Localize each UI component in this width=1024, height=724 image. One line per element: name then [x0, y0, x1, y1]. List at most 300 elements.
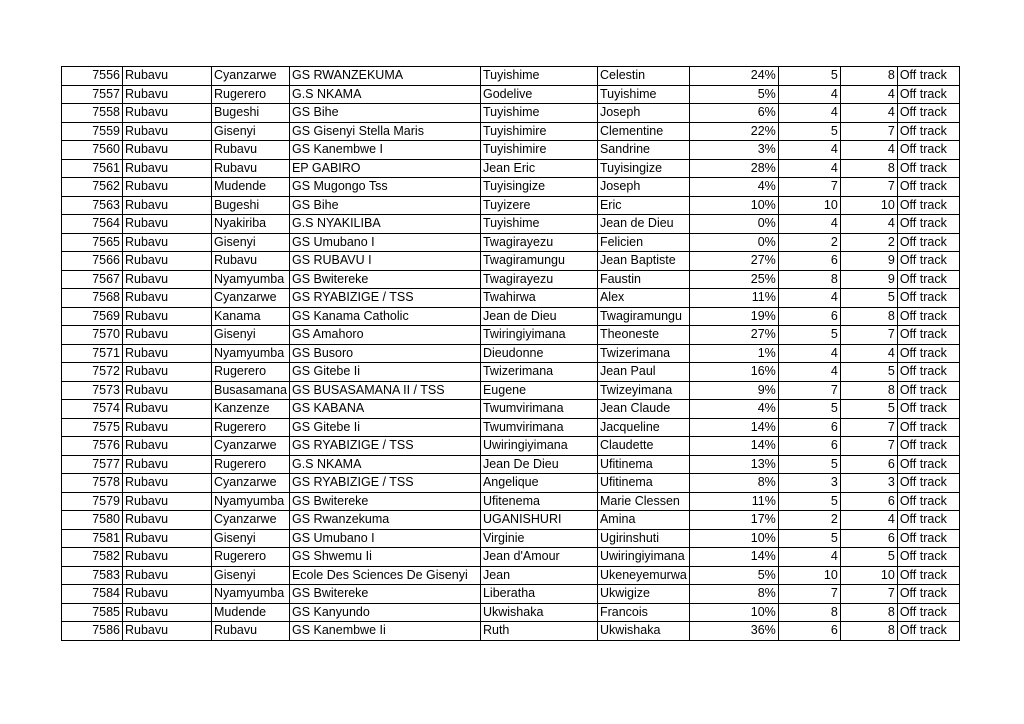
data-table: [61, 66, 960, 641]
row-id-cell: 7556: [62, 67, 123, 86]
status-cell: Off track: [897, 474, 959, 493]
last-name-cell: Jean Baptiste: [597, 252, 689, 271]
status-cell: Off track: [897, 233, 959, 252]
last-name-cell: Alex: [597, 289, 689, 308]
table-row: [62, 548, 960, 567]
school-cell: GS KABANA: [289, 400, 480, 419]
district-cell: Rubavu: [123, 67, 212, 86]
first-name-cell: Jean d'Amour: [480, 548, 597, 567]
score-b-cell: 5: [840, 548, 897, 567]
school-cell: GS Shwemu Ii: [289, 548, 480, 567]
score-b-cell: 5: [840, 289, 897, 308]
first-name-cell: Tuyishime: [480, 215, 597, 234]
score-a-cell: 4: [778, 363, 840, 382]
last-name-cell: Tuyisingize: [597, 159, 689, 178]
sector-cell: Bugeshi: [212, 196, 290, 215]
school-cell: GS Bwitereke: [289, 270, 480, 289]
school-cell: GS RYABIZIGE / TSS: [289, 474, 480, 493]
score-a-cell: 5: [778, 400, 840, 419]
first-name-cell: Twagirayezu: [480, 233, 597, 252]
school-cell: GS Gitebe Ii: [289, 418, 480, 437]
row-id-cell: 7573: [62, 381, 123, 400]
score-a-cell: 6: [778, 418, 840, 437]
score-a-cell: 4: [778, 344, 840, 363]
district-cell: Rubavu: [123, 289, 212, 308]
row-id-cell: 7562: [62, 178, 123, 197]
score-a-cell: 2: [778, 511, 840, 530]
score-a-cell: 4: [778, 215, 840, 234]
score-a-cell: 6: [778, 622, 840, 641]
first-name-cell: Tuyishime: [480, 104, 597, 123]
percent-cell: 10%: [689, 196, 778, 215]
district-cell: Rubavu: [123, 455, 212, 474]
score-a-cell: 5: [778, 326, 840, 345]
score-b-cell: 5: [840, 363, 897, 382]
score-a-cell: 5: [778, 455, 840, 474]
district-cell: Rubavu: [123, 215, 212, 234]
status-cell: Off track: [897, 104, 959, 123]
sector-cell: Kanzenze: [212, 400, 290, 419]
percent-cell: 27%: [689, 326, 778, 345]
last-name-cell: Ufitinema: [597, 455, 689, 474]
sector-cell: Cyanzarwe: [212, 474, 290, 493]
status-cell: Off track: [897, 511, 959, 530]
last-name-cell: Sandrine: [597, 141, 689, 160]
score-a-cell: 2: [778, 233, 840, 252]
score-b-cell: 8: [840, 622, 897, 641]
sector-cell: Nyamyumba: [212, 585, 290, 604]
school-cell: GS BUSASAMANA II / TSS: [289, 381, 480, 400]
school-cell: GS Rwanzekuma: [289, 511, 480, 530]
score-b-cell: 9: [840, 270, 897, 289]
first-name-cell: Twahirwa: [480, 289, 597, 308]
district-cell: Rubavu: [123, 196, 212, 215]
status-cell: Off track: [897, 437, 959, 456]
district-cell: Rubavu: [123, 437, 212, 456]
last-name-cell: Amina: [597, 511, 689, 530]
district-cell: Rubavu: [123, 104, 212, 123]
score-a-cell: 8: [778, 603, 840, 622]
status-cell: Off track: [897, 289, 959, 308]
score-a-cell: 7: [778, 178, 840, 197]
row-id-cell: 7560: [62, 141, 123, 160]
percent-cell: 5%: [689, 85, 778, 104]
first-name-cell: Jean: [480, 566, 597, 585]
score-b-cell: 4: [840, 511, 897, 530]
school-cell: EP GABIRO: [289, 159, 480, 178]
district-cell: Rubavu: [123, 548, 212, 567]
percent-cell: 3%: [689, 141, 778, 160]
last-name-cell: Tuyishime: [597, 85, 689, 104]
score-a-cell: 7: [778, 381, 840, 400]
district-cell: Rubavu: [123, 529, 212, 548]
percent-cell: 36%: [689, 622, 778, 641]
first-name-cell: Tuyisingize: [480, 178, 597, 197]
percent-cell: 1%: [689, 344, 778, 363]
row-id-cell: 7558: [62, 104, 123, 123]
percent-cell: 25%: [689, 270, 778, 289]
row-id-cell: 7574: [62, 400, 123, 419]
last-name-cell: Jean Claude: [597, 400, 689, 419]
row-id-cell: 7566: [62, 252, 123, 271]
first-name-cell: Twumvirimana: [480, 418, 597, 437]
table-row: [62, 603, 960, 622]
percent-cell: 28%: [689, 159, 778, 178]
table-row: [62, 122, 960, 141]
row-id-cell: 7561: [62, 159, 123, 178]
row-id-cell: 7583: [62, 566, 123, 585]
score-b-cell: 9: [840, 252, 897, 271]
score-a-cell: 4: [778, 159, 840, 178]
school-cell: G.S NKAMA: [289, 455, 480, 474]
row-id-cell: 7569: [62, 307, 123, 326]
score-b-cell: 6: [840, 455, 897, 474]
sector-cell: Kanama: [212, 307, 290, 326]
score-a-cell: 7: [778, 585, 840, 604]
first-name-cell: Ufitenema: [480, 492, 597, 511]
school-cell: GS RWANZEKUMA: [289, 67, 480, 86]
table-row: [62, 585, 960, 604]
row-id-cell: 7557: [62, 85, 123, 104]
district-cell: Rubavu: [123, 233, 212, 252]
first-name-cell: Tuyishimire: [480, 141, 597, 160]
row-id-cell: 7559: [62, 122, 123, 141]
table-row: [62, 622, 960, 641]
last-name-cell: Faustin: [597, 270, 689, 289]
row-id-cell: 7579: [62, 492, 123, 511]
district-cell: Rubavu: [123, 492, 212, 511]
status-cell: Off track: [897, 400, 959, 419]
first-name-cell: Dieudonne: [480, 344, 597, 363]
score-a-cell: 10: [778, 196, 840, 215]
table-row: [62, 400, 960, 419]
sector-cell: Bugeshi: [212, 104, 290, 123]
score-b-cell: 2: [840, 233, 897, 252]
school-cell: GS Bihe: [289, 196, 480, 215]
first-name-cell: Uwiringiyimana: [480, 437, 597, 456]
school-cell: GS Gisenyi Stella Maris: [289, 122, 480, 141]
status-cell: Off track: [897, 603, 959, 622]
school-cell: G.S NYAKILIBA: [289, 215, 480, 234]
sector-cell: Gisenyi: [212, 233, 290, 252]
table-row: [62, 307, 960, 326]
percent-cell: 11%: [689, 492, 778, 511]
table-row: [62, 492, 960, 511]
score-b-cell: 8: [840, 159, 897, 178]
score-b-cell: 7: [840, 437, 897, 456]
status-cell: Off track: [897, 344, 959, 363]
last-name-cell: Twizeyimana: [597, 381, 689, 400]
first-name-cell: Ruth: [480, 622, 597, 641]
first-name-cell: UGANISHURI: [480, 511, 597, 530]
first-name-cell: Twagirayezu: [480, 270, 597, 289]
school-cell: GS Bwitereke: [289, 585, 480, 604]
sector-cell: Cyanzarwe: [212, 437, 290, 456]
score-b-cell: 8: [840, 67, 897, 86]
district-cell: Rubavu: [123, 159, 212, 178]
score-a-cell: 4: [778, 104, 840, 123]
sector-cell: Gisenyi: [212, 566, 290, 585]
first-name-cell: Liberatha: [480, 585, 597, 604]
score-b-cell: 3: [840, 474, 897, 493]
school-cell: GS RYABIZIGE / TSS: [289, 289, 480, 308]
district-cell: Rubavu: [123, 85, 212, 104]
table-row: [62, 418, 960, 437]
row-id-cell: 7567: [62, 270, 123, 289]
school-cell: GS Mugongo Tss: [289, 178, 480, 197]
table-row: [62, 363, 960, 382]
table-row: [62, 529, 960, 548]
row-id-cell: 7585: [62, 603, 123, 622]
sector-cell: Gisenyi: [212, 122, 290, 141]
sector-cell: Cyanzarwe: [212, 289, 290, 308]
percent-cell: 4%: [689, 400, 778, 419]
table-row: [62, 381, 960, 400]
status-cell: Off track: [897, 307, 959, 326]
last-name-cell: Ufitinema: [597, 474, 689, 493]
last-name-cell: Ukeneyemurwa: [597, 566, 689, 585]
score-b-cell: 4: [840, 104, 897, 123]
score-b-cell: 7: [840, 418, 897, 437]
percent-cell: 0%: [689, 233, 778, 252]
sector-cell: Mudende: [212, 178, 290, 197]
score-b-cell: 10: [840, 566, 897, 585]
last-name-cell: Francois: [597, 603, 689, 622]
sector-cell: Rubavu: [212, 141, 290, 160]
status-cell: Off track: [897, 159, 959, 178]
score-b-cell: 6: [840, 492, 897, 511]
last-name-cell: Jacqueline: [597, 418, 689, 437]
status-cell: Off track: [897, 548, 959, 567]
row-id-cell: 7568: [62, 289, 123, 308]
status-cell: Off track: [897, 455, 959, 474]
district-cell: Rubavu: [123, 252, 212, 271]
last-name-cell: Joseph: [597, 104, 689, 123]
school-cell: GS Busoro: [289, 344, 480, 363]
district-cell: Rubavu: [123, 474, 212, 493]
percent-cell: 9%: [689, 381, 778, 400]
district-cell: Rubavu: [123, 603, 212, 622]
percent-cell: 22%: [689, 122, 778, 141]
district-cell: Rubavu: [123, 585, 212, 604]
school-cell: GS Bihe: [289, 104, 480, 123]
school-cell: GS Kanama Catholic: [289, 307, 480, 326]
score-b-cell: 7: [840, 122, 897, 141]
last-name-cell: Ugirinshuti: [597, 529, 689, 548]
district-cell: Rubavu: [123, 381, 212, 400]
last-name-cell: Eric: [597, 196, 689, 215]
table-body: [62, 67, 960, 641]
row-id-cell: 7582: [62, 548, 123, 567]
score-a-cell: 4: [778, 289, 840, 308]
district-cell: Rubavu: [123, 178, 212, 197]
first-name-cell: Jean de Dieu: [480, 307, 597, 326]
row-id-cell: 7565: [62, 233, 123, 252]
percent-cell: 6%: [689, 104, 778, 123]
last-name-cell: Claudette: [597, 437, 689, 456]
percent-cell: 14%: [689, 437, 778, 456]
school-cell: GS Kanembwe Ii: [289, 622, 480, 641]
status-cell: Off track: [897, 270, 959, 289]
table-row: [62, 67, 960, 86]
first-name-cell: Twizerimana: [480, 363, 597, 382]
score-a-cell: 6: [778, 307, 840, 326]
last-name-cell: Felicien: [597, 233, 689, 252]
score-b-cell: 8: [840, 307, 897, 326]
last-name-cell: Ukwishaka: [597, 622, 689, 641]
percent-cell: 14%: [689, 548, 778, 567]
score-b-cell: 4: [840, 85, 897, 104]
sector-cell: Gisenyi: [212, 529, 290, 548]
percent-cell: 5%: [689, 566, 778, 585]
sector-cell: Nyamyumba: [212, 492, 290, 511]
table-row: [62, 159, 960, 178]
status-cell: Off track: [897, 529, 959, 548]
row-id-cell: 7581: [62, 529, 123, 548]
district-cell: Rubavu: [123, 418, 212, 437]
status-cell: Off track: [897, 141, 959, 160]
table-row: [62, 326, 960, 345]
status-cell: Off track: [897, 381, 959, 400]
score-b-cell: 10: [840, 196, 897, 215]
score-b-cell: 5: [840, 400, 897, 419]
table-row: [62, 196, 960, 215]
sector-cell: Rugerero: [212, 363, 290, 382]
first-name-cell: Ukwishaka: [480, 603, 597, 622]
percent-cell: 11%: [689, 289, 778, 308]
table-row: [62, 344, 960, 363]
last-name-cell: Ukwigize: [597, 585, 689, 604]
percent-cell: 17%: [689, 511, 778, 530]
row-id-cell: 7577: [62, 455, 123, 474]
row-id-cell: 7586: [62, 622, 123, 641]
first-name-cell: Tuyishimire: [480, 122, 597, 141]
score-b-cell: 7: [840, 585, 897, 604]
score-b-cell: 8: [840, 603, 897, 622]
last-name-cell: Jean Paul: [597, 363, 689, 382]
table-row: [62, 252, 960, 271]
sector-cell: Nyamyumba: [212, 344, 290, 363]
score-a-cell: 4: [778, 85, 840, 104]
first-name-cell: Jean De Dieu: [480, 455, 597, 474]
sector-cell: Cyanzarwe: [212, 67, 290, 86]
row-id-cell: 7570: [62, 326, 123, 345]
table-row: [62, 270, 960, 289]
school-cell: GS Gitebe Ii: [289, 363, 480, 382]
district-cell: Rubavu: [123, 122, 212, 141]
percent-cell: 16%: [689, 363, 778, 382]
last-name-cell: Jean de Dieu: [597, 215, 689, 234]
table-row: [62, 455, 960, 474]
table-row: [62, 289, 960, 308]
last-name-cell: Celestin: [597, 67, 689, 86]
row-id-cell: 7580: [62, 511, 123, 530]
status-cell: Off track: [897, 418, 959, 437]
district-cell: Rubavu: [123, 400, 212, 419]
table-row: [62, 566, 960, 585]
school-cell: GS Bwitereke: [289, 492, 480, 511]
school-cell: GS Amahoro: [289, 326, 480, 345]
first-name-cell: Twiringiyimana: [480, 326, 597, 345]
table-row: [62, 178, 960, 197]
sector-cell: Nyakiriba: [212, 215, 290, 234]
district-cell: Rubavu: [123, 307, 212, 326]
school-cell: GS Kanembwe I: [289, 141, 480, 160]
row-id-cell: 7576: [62, 437, 123, 456]
row-id-cell: 7578: [62, 474, 123, 493]
sector-cell: Rugerero: [212, 455, 290, 474]
percent-cell: 4%: [689, 178, 778, 197]
sector-cell: Rubavu: [212, 159, 290, 178]
school-cell: G.S NKAMA: [289, 85, 480, 104]
last-name-cell: Twizerimana: [597, 344, 689, 363]
table-row: [62, 474, 960, 493]
row-id-cell: 7564: [62, 215, 123, 234]
score-a-cell: 5: [778, 122, 840, 141]
last-name-cell: Uwiringiyimana: [597, 548, 689, 567]
status-cell: Off track: [897, 492, 959, 511]
sector-cell: Gisenyi: [212, 326, 290, 345]
sector-cell: Rugerero: [212, 418, 290, 437]
table-row: [62, 85, 960, 104]
last-name-cell: Joseph: [597, 178, 689, 197]
score-a-cell: 5: [778, 529, 840, 548]
percent-cell: 10%: [689, 603, 778, 622]
score-b-cell: 6: [840, 529, 897, 548]
status-cell: Off track: [897, 326, 959, 345]
last-name-cell: Marie Clessen: [597, 492, 689, 511]
sector-cell: Nyamyumba: [212, 270, 290, 289]
score-a-cell: 5: [778, 67, 840, 86]
last-name-cell: Twagiramungu: [597, 307, 689, 326]
percent-cell: 0%: [689, 215, 778, 234]
table-row: [62, 511, 960, 530]
school-cell: Ecole Des Sciences De Gisenyi: [289, 566, 480, 585]
score-a-cell: 6: [778, 437, 840, 456]
table-row: [62, 104, 960, 123]
district-cell: Rubavu: [123, 344, 212, 363]
row-id-cell: 7584: [62, 585, 123, 604]
percent-cell: 8%: [689, 585, 778, 604]
row-id-cell: 7571: [62, 344, 123, 363]
first-name-cell: Tuyizere: [480, 196, 597, 215]
first-name-cell: Godelive: [480, 85, 597, 104]
score-b-cell: 4: [840, 141, 897, 160]
percent-cell: 8%: [689, 474, 778, 493]
percent-cell: 19%: [689, 307, 778, 326]
score-a-cell: 8: [778, 270, 840, 289]
school-cell: GS Umubano I: [289, 233, 480, 252]
percent-cell: 24%: [689, 67, 778, 86]
sector-cell: Mudende: [212, 603, 290, 622]
district-cell: Rubavu: [123, 566, 212, 585]
status-cell: Off track: [897, 122, 959, 141]
table-row: [62, 141, 960, 160]
table-row: [62, 215, 960, 234]
district-cell: Rubavu: [123, 363, 212, 382]
first-name-cell: Eugene: [480, 381, 597, 400]
sector-cell: Rugerero: [212, 548, 290, 567]
table-row: [62, 233, 960, 252]
last-name-cell: Clementine: [597, 122, 689, 141]
percent-cell: 13%: [689, 455, 778, 474]
status-cell: Off track: [897, 67, 959, 86]
status-cell: Off track: [897, 566, 959, 585]
district-cell: Rubavu: [123, 270, 212, 289]
score-b-cell: 7: [840, 178, 897, 197]
status-cell: Off track: [897, 363, 959, 382]
score-b-cell: 7: [840, 326, 897, 345]
